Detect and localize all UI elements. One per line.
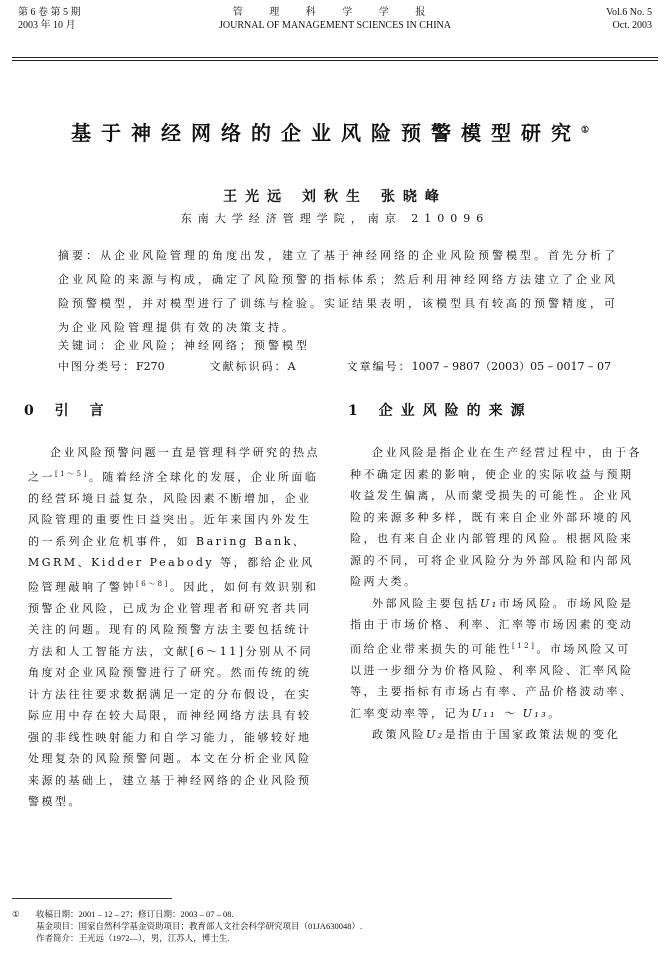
var-u2: U₂ [426,728,445,742]
header-journal-en: JOURNAL OF MANAGEMENT SCIENCES IN CHINA [219,20,451,31]
header-volume: 第 6 卷 第 5 期 [18,7,81,18]
title-footnote-mark: ① [580,125,600,136]
doc-code-label: 文献标识码： [209,360,288,373]
s1p3-text-b: 是指由于国家政策法规的变化 [444,728,621,742]
header-rule-top [12,57,658,58]
footnote-author: 作者简介：王光远（1972—），男，江苏人，博士生. [36,933,230,943]
citation-6-8: [6～8] [136,579,170,588]
footnote-received: 收稿日期：2001 – 12 – 27；修订日期：2003 – 07 – 08. [36,909,234,919]
article-title-block [60,117,610,146]
header-vol-en [606,6,652,32]
s0-text-b: 。随着经济全球化的发展，企业所面临的经营环境日益复杂，风险因素不断增加，企业风险管理的重要性日益突出。近年来国内外发生的一系列企业危机事件，如 Baring Bank、MGRM、Kidder Peabody 等，都给企业风险管理敲响了警钟 [28,470,319,594]
s1p3-text-a: 政策风险 [372,728,426,742]
section-1-paragraph-2 [350,593,642,725]
article-title: 基于神经网络的企业风险预警模型研究 [70,121,581,145]
s1p2-text-b: 市场风险。市场风险是指由于市场价格、利率、汇率等市场因素的变动而给企业带来损失的可能性 [350,596,634,656]
header-vol-no: Vol.6 No. 5 [606,7,652,18]
s1p2-text-a: 外部风险主要包括 [372,596,480,610]
header-month: Oct. 2003 [612,20,652,31]
section-1-paragraph-3 [350,724,642,746]
class-value: F270 [136,360,165,373]
citation-1-5: [1～5] [55,469,89,478]
abstract: 摘要：从企业风险管理的角度出发，建立了基于神经网络的企业风险预警模型。首先分析了企业风险的来源与构成，确定了风险预警的指标体系；然后利用神经网络方法建立了企业风险预警模型，并对模型进行了训练与检验。实证结果表明，该模型具有较高的预警精度，可为企业风险管理提供有效的决策支持。 [58,249,618,334]
right-column [350,442,642,884]
footnotes [36,908,636,944]
header-date: 2003 年 10 月 [18,20,76,31]
classification-line [58,358,618,374]
class-label: 中图分类号： [58,360,136,373]
section-0-heading: 0 引 言 [24,403,112,419]
footnote-rule [12,898,172,899]
section-0-paragraph [28,442,320,813]
s1p2-text-d: 。 [548,706,562,720]
s0-text-c: 。因此，如何有效识别和预警企业风险，已成为企业管理者和研究者共同关注的问题。现有的风险预警方法主要包括统计方法和人工智能方法，文献[6～11]分别从不同角度对企业风险预警进行了研究。然而传统的统计方法往往要求数据满足一定的分布假设，在实际应用中存在较大局限，而神经网络方法具有较强的非线性映射能力和自学习能力，能够较好地处理复杂的风险预警问题。本文在分析企业风险来源的基础上，建立基于神经网络的企业风险预警模型。 [28,580,319,809]
var-u1: U₁ [480,596,499,610]
var-u11-u13: U₁₁ ～ U₁₃ [471,706,549,720]
section-1-heading: 1 企业风险的来源 [348,403,533,419]
keywords: 关键词：企业风险；神经网络；预警模型 [58,339,310,352]
affiliation: 东南大学经济管理学院，南京 210096 [180,212,490,225]
header-journal [170,6,500,32]
citation-12: [12] [512,641,537,650]
s0-text-a: 企业风险预警问题一直是管理科学研究的热点之一 [28,446,320,484]
header-journal-cn: 管 理 科 学 学 报 [232,7,438,18]
header-rule-bottom [12,60,658,61]
footnote-mark: ① [12,909,20,919]
header-issue [18,6,81,32]
section-1-paragraph-1: 企业风险是指企业在生产经营过程中，由于各种不确定因素的影响，使企业的实际收益与预期收益发生偏离，从而蒙受损失的可能性。企业风险的来源多种多样，既有来自企业外部环境的风险，也有来自企业内部管理的风险。根据风险来源的不同，可将企业风险分为外部风险和内部风险两大类。 [350,446,642,588]
authors: 王光远 刘秋生 张晓峰 [223,189,447,205]
article-id-value: 1007 – 9807（2003）05 – 0017 – 07 [411,360,612,373]
article-id-label: 文章编号： [346,360,412,373]
left-column [28,442,320,882]
footnote-funding: 基金项目：国家自然科学基金资助项目；教育部人文社会科学研究项目（01JA630048）. [36,921,363,931]
doc-code-value: A [287,360,296,373]
s1p2-text-c: 。市场风险又可以进一步细分为价格风险、利率风险、汇率风险等，主要指标有市场占有率、产品价格波动率、汇率变动率等，记为 [350,642,634,720]
